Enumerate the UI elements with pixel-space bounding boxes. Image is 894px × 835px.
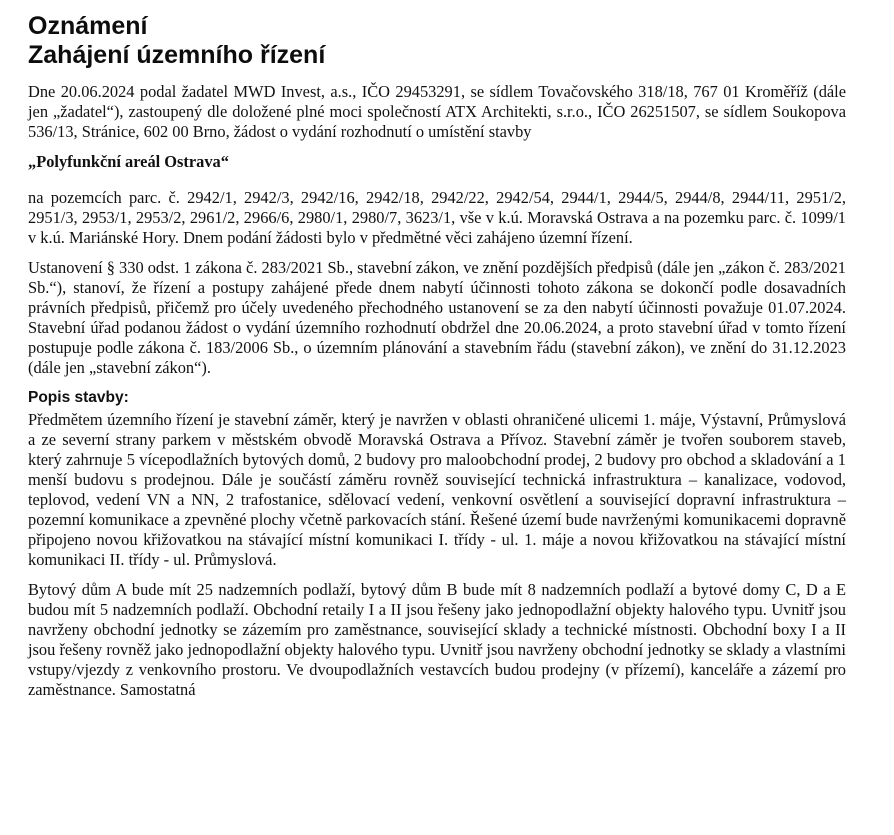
paragraph-buildings: Bytový dům A bude mít 25 nadzemních podlaží, bytový dům B bude mít 8 nadzemních podlaží a bytové domy C, D a E budou mít 5 nadzemních podlaží. Obchodní retaily I a II jsou řešeny jako jednopodlažní objekty halového typu. Uvnitř jsou navrženy obchodní jednotky se zázemím pro zaměstnance, související sklady a technické místnosti. Obchodní boxy I a II jsou řešeny rovněž jako jednopodlažní objekty halového typu. Uvnitř jsou navrženy obchodní jednotky se sklady a vlastními vstupy/vjezdy z venkovního prostoru. Ve dvoupodlažních vestavcích budou prodejny (v přízemí), kanceláře a zázemí pro zaměstnance. Samostatná	[28, 580, 846, 699]
document-page	[28, 12, 846, 710]
paragraph-applicant: Dne 20.06.2024 podal žadatel MWD Invest, a.s., IČO 29453291, se sídlem Tovačovského 318/18, 767 01 Kroměříž (dále jen „žadatel“), zastoupený dle doložené plné moci společností ATX Architekti, s.r.o., IČO 26251507, se sídlem Soukopova 536/13, Stránice, 602 00 Brno, žádost o vydání rozhodnutí o umístění stavby	[28, 82, 846, 141]
title-line-1: Oznámení	[28, 12, 148, 40]
section-heading: Popis stavby:	[28, 389, 129, 406]
paragraph-description: Předmětem územního řízení je stavební záměr, který je navržen v oblasti ohraničené ulicemi 1. máje, Výstavní, Průmyslová a ze severní strany parkem v městském obvodě Moravská Ostrava a Přívoz. Stavební záměr je tvořen souborem staveb, který zahrnuje 5 vícepodlažních bytových domů, 2 budovy pro maloobchodní prodej, 2 budovy pro obchod a skladování a 1 menší budovu s prodejnou. Dále je součástí záměru rovněž související technická infrastruktura – kanalizace, vodovod, teplovod, vedení VN a NN, 2 trafostanice, sdělovací vedení, venkovní osvětlení a související dopravní infrastruktura – pozemní komunikace a zpevněné plochy včetně parkovacích stání. Řešené území bude navrženými komunikacemi dopravně připojeno novou křižovatkou na stávající místní komunikaci I. třídy - ul. 1. máje a novou křižovatkou na stávající místní komunikaci II. třídy - ul. Průmyslová.	[28, 410, 846, 569]
title-line-2: Zahájení územního řízení	[28, 41, 326, 69]
document-title	[28, 12, 846, 70]
project-name: „Polyfunkční areál Ostrava“	[28, 152, 229, 171]
paragraph-legal-basis: Ustanovení § 330 odst. 1 zákona č. 283/2021 Sb., stavební zákon, ve znění pozdějších předpisů (dále jen „zákon č. 283/2021 Sb.“), stanoví, že řízení a postupy zahájené přede dnem nabytí účinnosti tohoto zákona se dokončí podle dosavadních právních předpisů, přičemž pro účely uvedeného přechodného ustanovení se za den nabytí účinnosti považuje 01.07.2024. Stavební úřad podanou žádost o vydání územního rozhodnutí obdržel dne 20.06.2024, a proto stavební úřad v tomto řízení postupuje podle zákona č. 183/2006 Sb., o územním plánování a stavebním řádu (stavební zákon), ve znění do 31.12.2023 (dále jen „stavební zákon“).	[28, 258, 846, 377]
paragraph-parcels: na pozemcích parc. č. 2942/1, 2942/3, 2942/16, 2942/18, 2942/22, 2942/54, 2944/1, 2944/5, 2944/8, 2944/11, 2951/2, 2951/3, 2953/1, 2953/2, 2961/2, 2966/6, 2980/1, 2980/7, 3623/1, vše v k.ú. Moravská Ostrava a na pozemku parc. č. 1099/1 v k.ú. Mariánské Hory. Dnem podání žádosti bylo v předmětné věci zahájeno územní řízení.	[28, 188, 846, 247]
